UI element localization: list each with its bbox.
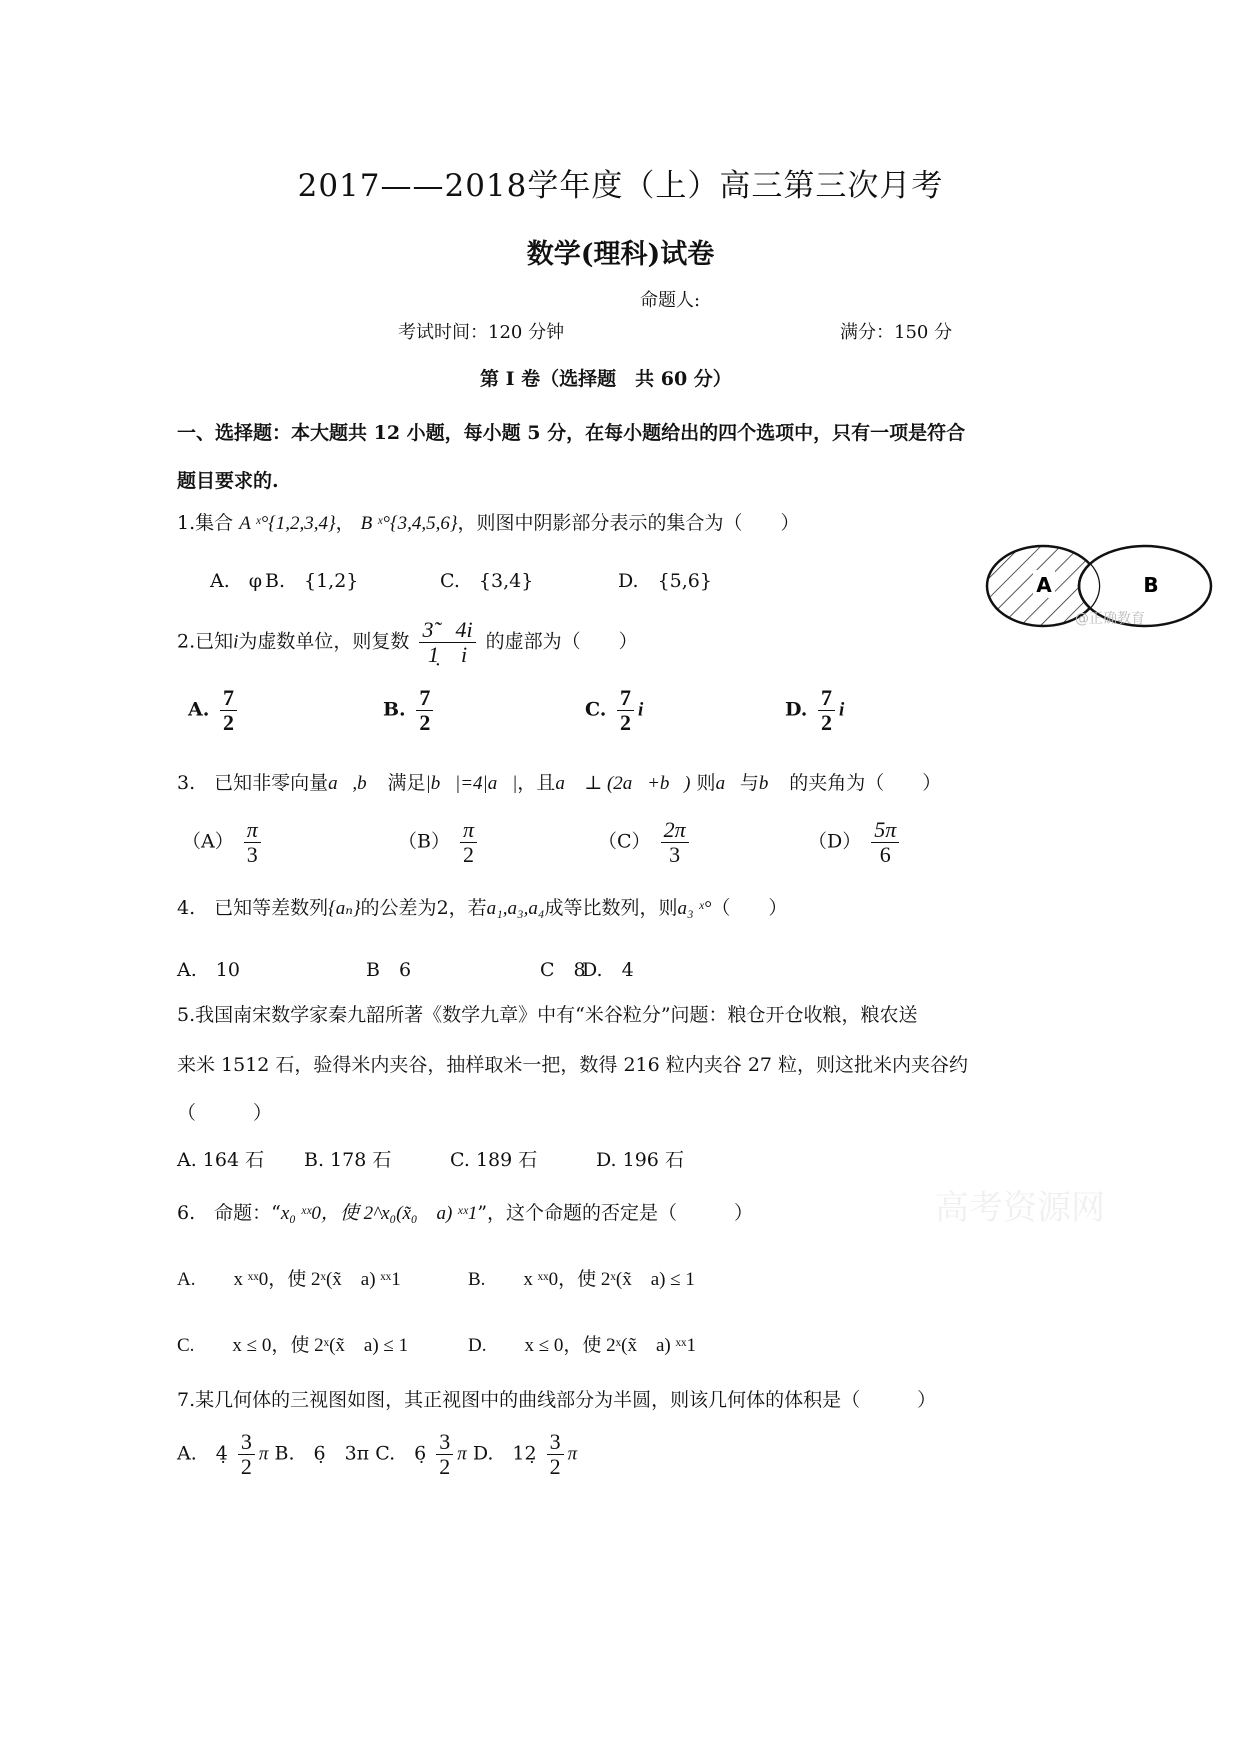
q4-option-a: A. 10 <box>177 959 240 981</box>
q3-opt-c-label: （C） <box>598 830 651 853</box>
q3-opt-a-den: 3 <box>246 842 258 868</box>
exam-score: 满分：150 分 <box>840 322 953 343</box>
author-label: 命题人: <box>640 290 701 311</box>
q7-opt-c-frac <box>436 1430 453 1479</box>
q7-opt-d-frac <box>547 1430 564 1479</box>
q7-opt-c-num: 3 <box>436 1430 453 1455</box>
question-3 <box>177 768 941 795</box>
q1-option-b: B. {1,2} <box>265 570 359 592</box>
q3-text-e: 与 <box>739 772 759 794</box>
q2-option-a <box>188 686 241 735</box>
q3-opt-c-frac <box>661 818 689 867</box>
q2-prefix: 2.已知 <box>177 630 234 653</box>
q4-option-d: D. 4 <box>582 959 634 981</box>
q1-suffix: ，则图中阴影部分表示的集合为（ ） <box>457 512 800 534</box>
q2-option-d <box>785 686 844 735</box>
q2-opt-a-frac <box>220 686 237 735</box>
q2-option-c <box>585 686 643 735</box>
q5-option-d: D. 196 石 <box>596 1149 684 1171</box>
q3-text-a: 3. 已知非零向量 <box>177 772 329 794</box>
exam-subtitle: 数学(理科)试卷 <box>526 239 715 270</box>
q7-opt-c-den: 2 <box>439 1454 451 1480</box>
q5-line-2: 来米 1512 石，验得米内夹谷，抽样取米一把，数得 216 粒内夹谷 27 粒，则这批米内夹谷约 <box>177 1054 969 1076</box>
q4-target: a₃ ˣ° <box>677 898 712 919</box>
q4-sequence: {aₙ} <box>328 898 361 919</box>
q2-opt-a-num: 7 <box>220 686 237 711</box>
q3-vectors: a⃗,b⃗ <box>328 773 382 794</box>
q6-option-b: B. x ˣˣ0，使 2ˣ(x̃ a) ≤ 1 <box>468 1269 695 1290</box>
q3-opt-a-frac <box>244 818 261 867</box>
q2-opt-d-frac <box>818 686 835 735</box>
q4-text-a: 4. 已知等差数列 <box>177 897 329 919</box>
q4-text-b: 的公差为 <box>360 897 437 919</box>
venn-label-b: B <box>1143 573 1159 597</box>
q3-opt-d-frac <box>871 818 899 867</box>
q4-terms: a₁,a₃,a₄ <box>486 898 545 919</box>
q1-comma: ， <box>335 512 355 534</box>
q2-opt-d-den: 2 <box>821 710 833 736</box>
q3-option-b <box>398 818 481 867</box>
q3-opt-b-frac <box>460 818 477 867</box>
q7-opt-a-den: 2 <box>240 1454 252 1480</box>
q2-opt-a-den: 2 <box>222 710 234 736</box>
q7-options <box>177 1430 577 1479</box>
q4-difference: 2 <box>436 897 449 919</box>
q2-option-b <box>383 686 437 735</box>
q3-text-d: 则 <box>696 772 716 794</box>
q5-line-1: 5.我国南宋数学家秦九韶所著《数学九章》中有“米谷粒分”问题：粮仓开仓收粮，粮农送 <box>177 1004 918 1026</box>
q3-opt-d-label: （D） <box>808 830 862 853</box>
q3-opt-d-num: 5π <box>871 818 899 843</box>
q7-opt-d-num: 3 <box>547 1430 564 1455</box>
question-6 <box>177 1198 753 1225</box>
q3-condition-2: a⃗ ⊥ (2a⃗+b⃗) <box>555 773 691 794</box>
q2-frac-num: 3̃ 4i <box>419 618 475 643</box>
q4-option-b: B 6 <box>366 959 412 981</box>
q3-opt-b-num: π <box>460 818 477 843</box>
q5-line-3: （ ） <box>177 1102 273 1124</box>
q3-text-b: 满足 <box>387 772 426 794</box>
q2-opt-d-tail: i <box>839 699 845 721</box>
venn-watermark: @正确教育 <box>1075 611 1145 627</box>
question-7: 7.某几何体的三视图如图，其正视图中的曲线部分为半圆，则该几何体的体积是（ ） <box>177 1389 937 1411</box>
q3-opt-c-den: 3 <box>669 842 681 868</box>
q3-opt-d-den: 6 <box>879 842 891 868</box>
question-2 <box>177 618 638 667</box>
part1-heading: 第 I 卷（选择题 共 60 分） <box>480 368 732 390</box>
q2-opt-b-num: 7 <box>416 686 433 711</box>
q6-option-a: A. x ˣˣ0，使 2ˣ(x̃ a) ˣˣ1 <box>177 1269 401 1290</box>
q2-opt-a-label: A. <box>188 698 210 721</box>
q7-opt-d-pre: D. 12̣ <box>472 1442 537 1465</box>
q3-opt-a-label: （A） <box>182 830 234 853</box>
q2-opt-c-tail: i <box>638 699 644 721</box>
section-instructions-1: 一、选择题：本大题共 12 小题，每小题 5 分，在每小题给出的四个选项中，只有一项是符合 <box>177 422 966 444</box>
q3-opt-b-den: 2 <box>463 842 475 868</box>
q2-opt-c-label: C. <box>585 698 607 721</box>
q6-text-a: 6. 命题：“ <box>177 1202 281 1224</box>
q1-option-a: A. φ <box>210 570 263 592</box>
q4-text-c: ，若 <box>448 897 487 919</box>
q7-opt-a-pre: A. 4̣ <box>177 1442 228 1465</box>
q3-option-a <box>182 818 265 867</box>
exam-title: 2017——2018学年度（上）高三第三次月考 <box>297 168 944 204</box>
q4-text-d: 成等比数列，则 <box>544 897 678 919</box>
q7-opt-c-pre: C. 6̣ <box>375 1442 427 1465</box>
q4-text-e: （ ） <box>711 897 788 919</box>
q3-option-c <box>598 818 693 867</box>
q7-opt-a-tail: π <box>258 1443 269 1465</box>
q6-expression: x₀ ˣˣ0，使 2^x₀(x̃₀ a) ˣˣ1 <box>280 1203 478 1224</box>
q2-opt-c-den: 2 <box>620 710 632 736</box>
question-4 <box>177 893 787 920</box>
q5-option-b: B. 178 石 <box>304 1149 392 1171</box>
q2-var-i: i <box>233 631 239 653</box>
q5-option-a: A. 164 石 <box>177 1149 265 1171</box>
q2-middle: 为虚数单位，则复数 <box>238 630 410 653</box>
q7-opt-d-tail: π <box>567 1443 578 1465</box>
q3-text-f: 的夹角为（ ） <box>789 772 942 794</box>
q3-option-d <box>808 818 903 867</box>
background-watermark: 高考资源网 <box>935 1188 1105 1228</box>
q6-option-d: D. x ≤ 0，使 2ˣ(x̃ a) ˣˣ1 <box>468 1335 696 1356</box>
q7-opt-c-tail: π <box>457 1443 467 1465</box>
section-instructions-2: 题目要求的. <box>177 470 279 492</box>
q4-option-c: C 8 <box>540 959 586 981</box>
q2-opt-b-den: 2 <box>419 710 431 736</box>
q7-opt-b: B. 6̣ 3π <box>274 1442 370 1465</box>
q2-frac-den: 1̣ i <box>427 642 468 668</box>
q2-opt-c-num: 7 <box>617 686 634 711</box>
q2-opt-d-label: D. <box>785 698 808 721</box>
q7-opt-d-den: 2 <box>549 1454 561 1480</box>
q3-opt-c-num: 2π <box>661 818 689 843</box>
q2-opt-b-label: B. <box>383 698 406 721</box>
q1-set-a: A ˣ°{1,2,3,4} <box>239 513 336 534</box>
q3-vector-a: a⃗ <box>715 773 740 794</box>
q1-prefix: 1.集合 <box>177 512 234 534</box>
q3-condition-1: |b⃗|=4|a⃗| <box>425 773 518 794</box>
q6-option-c: C. x ≤ 0，使 2ˣ(x̃ a) ≤ 1 <box>177 1335 409 1356</box>
q3-text-c: ，且 <box>517 772 556 794</box>
exam-time: 考试时间：120 分钟 <box>398 322 565 343</box>
q2-opt-b-frac <box>416 686 433 735</box>
venn-label-a: A <box>1036 573 1052 597</box>
q1-set-b: B ˣ°{3,4,5,6} <box>360 513 458 534</box>
question-1 <box>177 508 799 535</box>
q3-opt-b-label: （B） <box>398 830 450 853</box>
q2-fraction <box>419 618 475 667</box>
q5-option-c: C. 189 石 <box>450 1149 538 1171</box>
q2-opt-d-num: 7 <box>818 686 835 711</box>
q2-opt-c-frac <box>617 686 634 735</box>
q3-opt-a-num: π <box>244 818 261 843</box>
q1-option-d: D. {5,6} <box>618 570 712 592</box>
q1-option-c: C. {3,4} <box>440 570 534 592</box>
q2-suffix: 的虚部为（ ） <box>485 630 638 653</box>
q7-opt-a-num: 3 <box>238 1430 255 1455</box>
q7-opt-a-frac <box>238 1430 255 1479</box>
q6-text-b: ”，这个命题的否定是（ ） <box>477 1202 754 1224</box>
q3-vector-b: b⃗ <box>758 773 784 794</box>
